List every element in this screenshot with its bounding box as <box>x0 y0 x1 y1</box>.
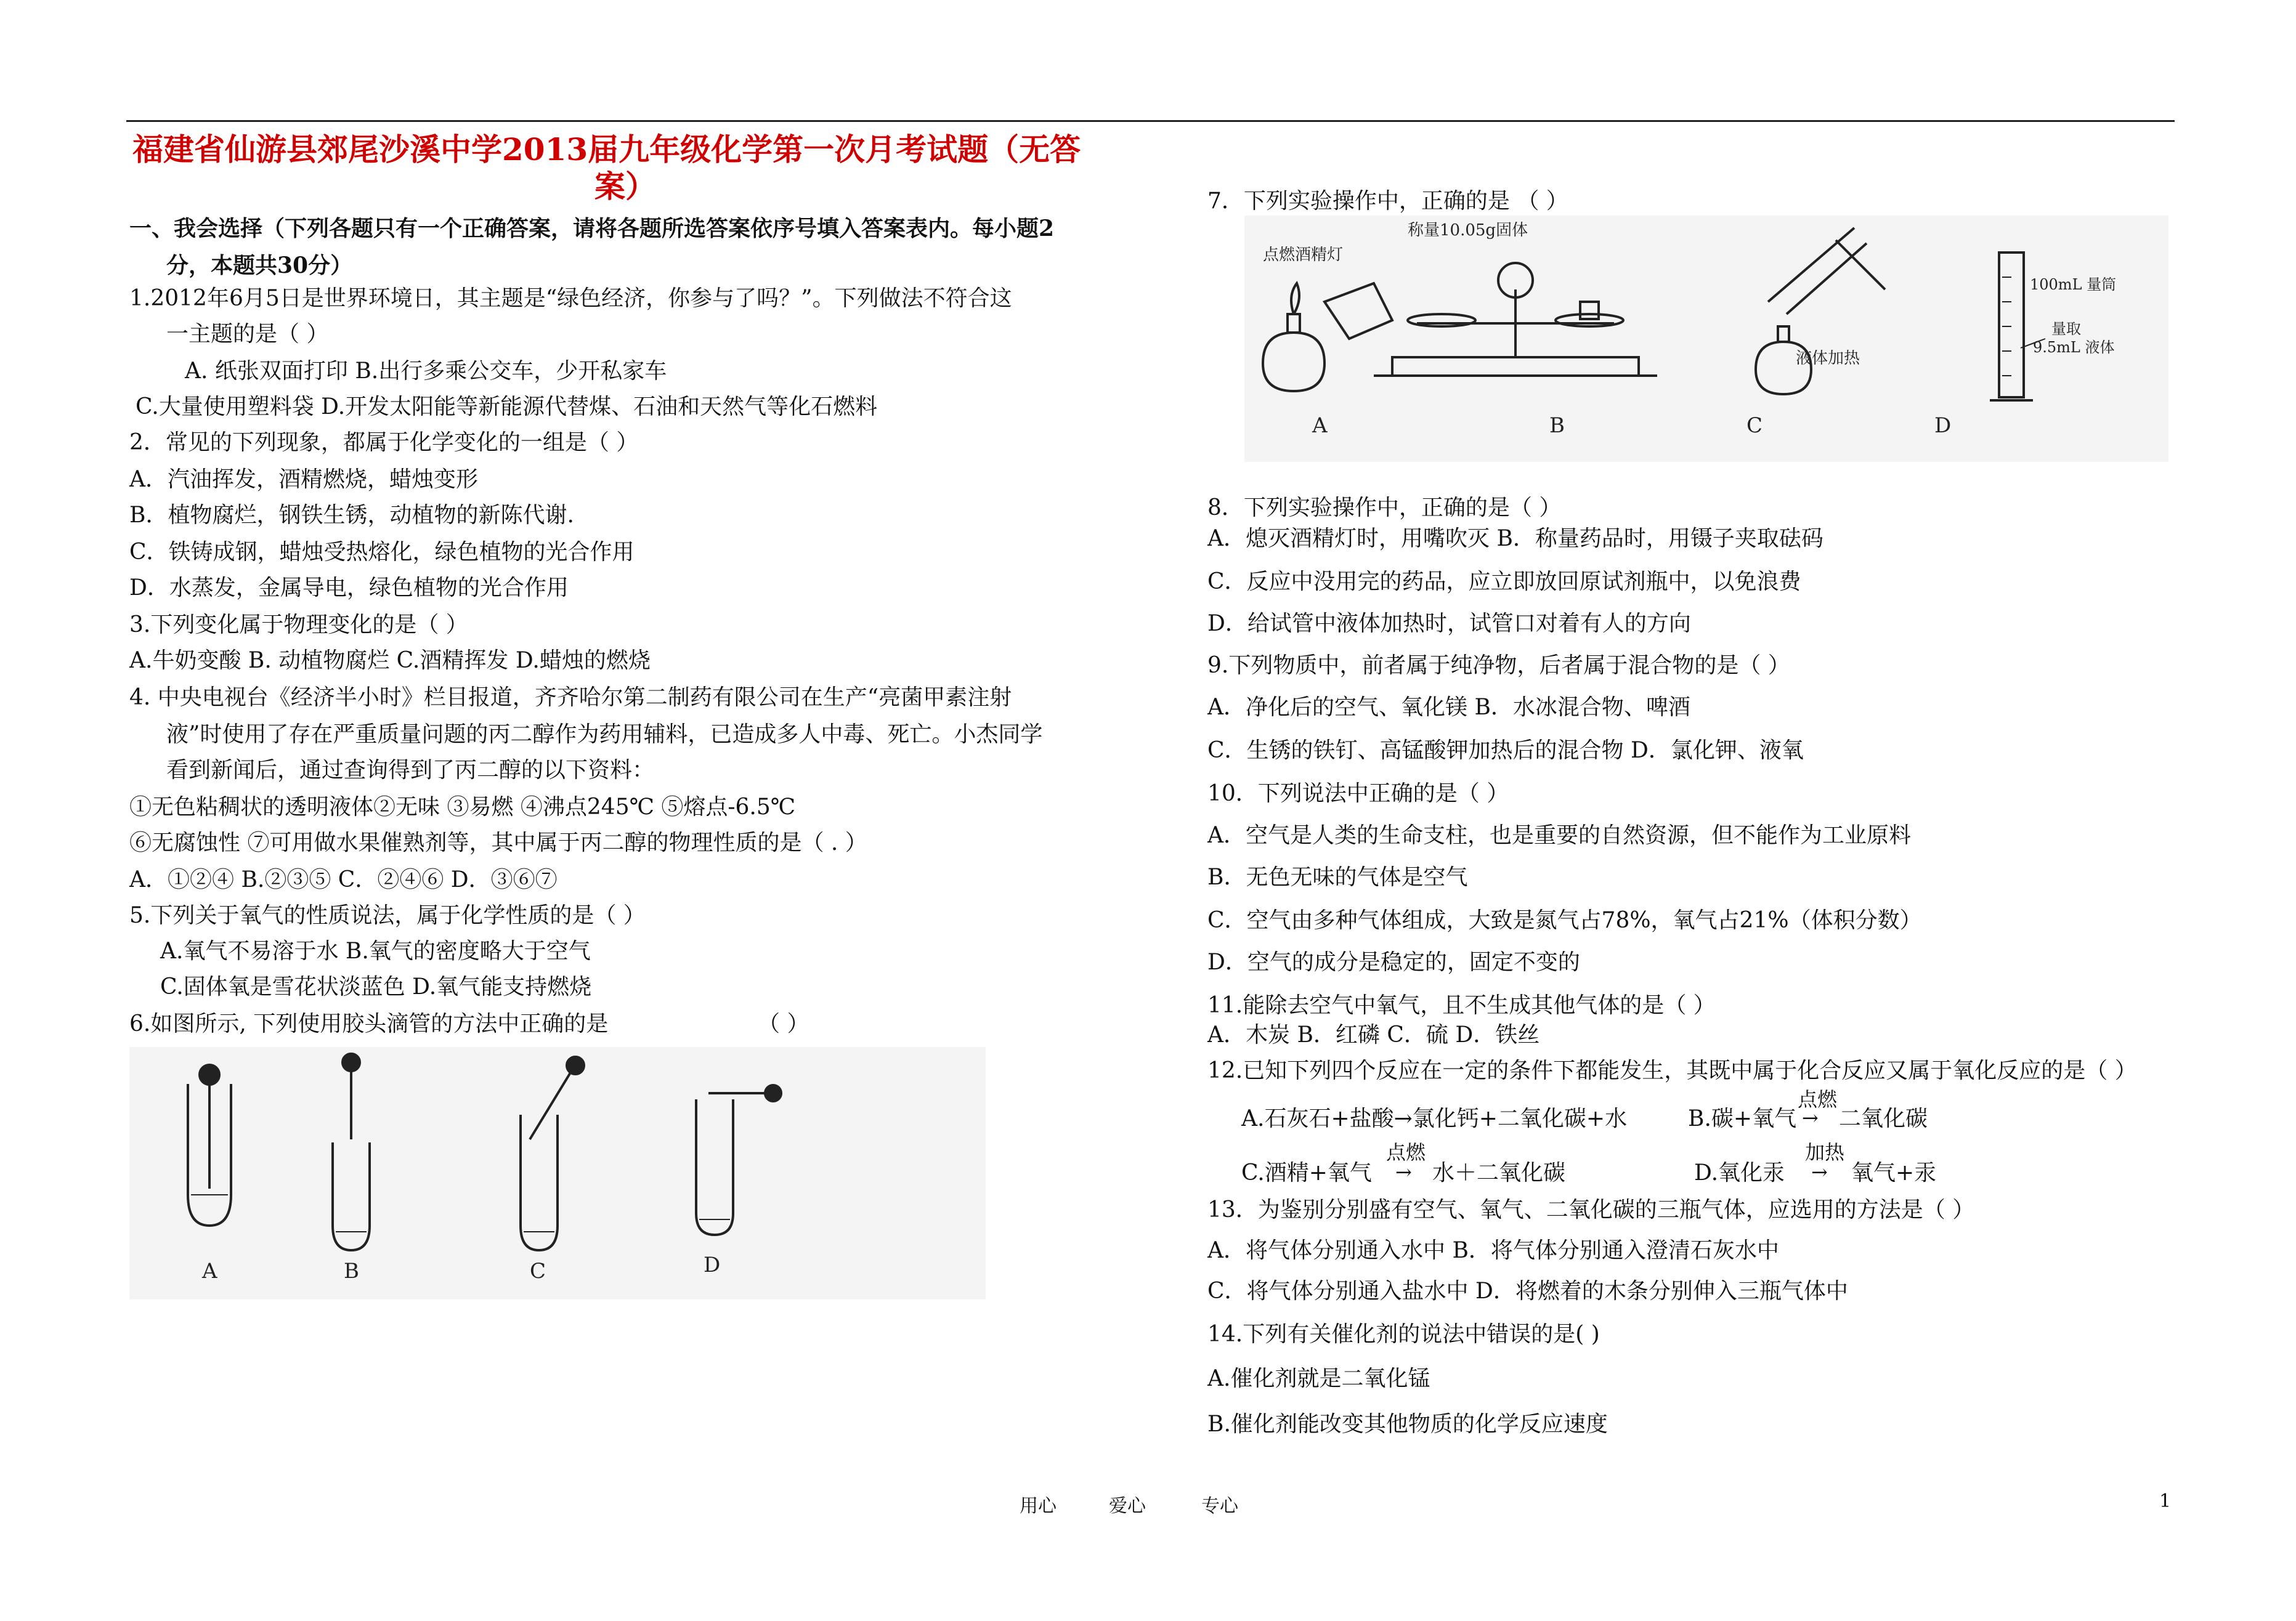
question-12-option-b-product: 二氧化碳 <box>1839 1106 1928 1131</box>
fig6-label-a: A <box>202 1259 217 1283</box>
dropper-figure <box>129 1047 986 1300</box>
question-12-option-d-reactants: D.氧化汞 <box>1694 1160 1785 1186</box>
question-6: 6.如图所示, 下列使用胶头滴管的方法中正确的是 <box>129 1011 609 1037</box>
question-4-cont: 液”时使用了存在严重质量问题的丙二醇作为药用辅料，已造成多人中毒、死亡。小杰同学 <box>166 722 1043 747</box>
question-9: 9.下列物质中，前者属于纯净物，后者属于混合物的是（ ） <box>1207 653 1790 678</box>
question-4-options: A．①②④ B.②③⑤ C．②④⑥ D．③⑥⑦ <box>129 867 558 892</box>
question-14: 14.下列有关催化剂的说法中错误的是( ) <box>1207 1322 1600 1347</box>
reaction-arrow-icon: → <box>1395 1160 1412 1184</box>
question-13: 13．为鉴别分别盛有空气、氧气、二氧化碳的三瓶气体，应选用的方法是（ ） <box>1207 1197 1975 1223</box>
question-13-options-ab: A．将气体分别通入水中 B．将气体分别通入澄清石灰水中 <box>1207 1238 1779 1263</box>
question-2: 2．常见的下列现象，都属于化学变化的一组是（ ） <box>129 430 639 455</box>
question-2-option-c: C．铁铸成钢，蜡烛受热熔化，绿色植物的光合作用 <box>129 540 635 565</box>
question-8-option-c: C．反应中没用完的药品，应立即放回原试剂瓶中，以免浪费 <box>1207 569 1801 594</box>
fig7-d-caption1: 100mL 量筒 <box>2030 276 2117 293</box>
question-11: 11.能除去空气中氧气，且不生成其他气体的是（ ） <box>1207 993 1716 1018</box>
question-14-option-b: B.催化剂能改变其他物质的化学反应速度 <box>1207 1412 1608 1437</box>
footer-text-left: 用心 <box>1020 1495 1057 1517</box>
question-4-cont2: 看到新闻后，通过查询得到了丙二醇的以下资料： <box>166 758 655 783</box>
fig7-label-c: C <box>1746 413 1763 438</box>
question-3: 3.下列变化属于物理变化的是（ ） <box>129 612 468 637</box>
question-10-option-c: C．空气由多种气体组成，大致是氮气占78%，氧气占21%（体积分数） <box>1207 908 1922 933</box>
question-2-option-b: B．植物腐烂，钢铁生锈，动植物的新陈代谢. <box>129 503 574 528</box>
page-number: 1 <box>2159 1490 2172 1512</box>
page-title-line2: 案） <box>594 168 656 204</box>
section-heading: 一、我会选择（下列各题只有一个正确答案，请将各题所选答案依序号填入答案表内。每小题2 <box>129 216 1055 241</box>
question-4: 4. 中央电视台《经济半小时》栏目报道，齐齐哈尔第二制药有限公司在生产“亮菌甲素注射 <box>129 685 1012 710</box>
question-13-options-cd: C．将气体分别通入盐水中 D．将燃着的木条分别伸入三瓶气体中 <box>1207 1279 1848 1304</box>
fig6-label-b: B <box>344 1259 359 1283</box>
fig7-d-caption2: 量取 <box>2051 320 2081 338</box>
question-12-option-c-reactants: C.酒精+氧气 <box>1241 1160 1372 1186</box>
section-heading-cont: 分，本题共30分） <box>166 253 353 278</box>
question-10: 10．下列说法中正确的是（ ） <box>1207 781 1509 806</box>
question-12-option-d-product: 氧气+汞 <box>1851 1160 1937 1186</box>
question-1-options-ab: A. 纸张双面打印 B.出行多乘公交车，少开私家车 <box>185 358 667 384</box>
lab-operations-figure <box>1244 216 2168 462</box>
question-4-facts2: ⑥无腐蚀性 ⑦可用做水果催熟剂等，其中属于丙二醇的物理性质的是（ . ） <box>129 830 867 855</box>
question-12-option-b-reactants: B.碳+氧气 <box>1688 1106 1797 1131</box>
question-1-cont: 一主题的是（ ） <box>166 321 329 347</box>
fig7-d-caption3: 9.5mL 液体 <box>2033 339 2115 356</box>
question-12-option-a: A.石灰石+盐酸→氯化钙+二氧化碳+水 <box>1241 1106 1628 1131</box>
fig7-label-d: D <box>1934 413 1952 438</box>
question-12-option-c-condition: 点燃 <box>1386 1141 1426 1164</box>
fig7-label-b: B <box>1549 413 1565 438</box>
question-14-option-a: A.催化剂就是二氧化锰 <box>1207 1366 1430 1391</box>
question-4-facts: ①无色粘稠状的透明液体②无味 ③易燃 ④沸点245℃ ⑤熔点-6.5℃ <box>129 794 796 820</box>
question-12-option-d-condition: 加热 <box>1805 1141 1845 1164</box>
question-12-option-c-product: 水＋二氧化碳 <box>1432 1160 1566 1186</box>
question-10-option-b: B．无色无味的气体是空气 <box>1207 865 1468 890</box>
question-7: 7．下列实验操作中，正确的是 （ ） <box>1207 188 1568 214</box>
question-2-option-d: D．水蒸发，金属导电，绿色植物的光合作用 <box>129 575 569 600</box>
header-rule <box>126 120 2175 122</box>
footer-text-right: 专心 <box>1201 1495 1238 1517</box>
fig7-label-a: A <box>1312 413 1328 438</box>
fig7-c-caption: 液体加热 <box>1796 349 1860 368</box>
question-9-options-ab: A．净化后的空气、氧化镁 B．水冰混合物、啤酒 <box>1207 695 1690 720</box>
question-10-option-d: D．空气的成分是稳定的，固定不变的 <box>1207 950 1580 975</box>
question-12-option-b-condition: 点燃 <box>1798 1088 1838 1111</box>
question-12: 12.已知下列四个反应在一定的条件下都能发生，其既中属于化合反应又属于氧化反应的是（ ） <box>1207 1058 2137 1083</box>
question-8-option-d: D．给试管中液体加热时，试管口对着有人的方向 <box>1207 611 1691 636</box>
question-1-options-cd: C.大量使用塑料袋 D.开发太阳能等新能源代替煤、石油和天然气等化石燃料 <box>136 394 878 419</box>
question-6-answer-paren: （ ） <box>758 1011 809 1037</box>
page-title-line1: 福建省仙游县郊尾沙溪中学2013届九年级化学第一次月考试题（无答 <box>132 131 1081 168</box>
footer-text-mid: 爱心 <box>1109 1495 1146 1517</box>
question-1: 1.2012年6月5日是世界环境日，其主题是“绿色经济，你参与了吗？”。下列做法不符合这 <box>129 286 1012 311</box>
question-8-options-ab: A．熄灭酒精灯时，用嘴吹灭 B．称量药品时，用镊子夹取砝码 <box>1207 526 1823 551</box>
fig6-label-c: C <box>530 1259 546 1283</box>
question-8: 8．下列实验操作中，正确的是（ ） <box>1207 495 1562 520</box>
question-10-option-a: A．空气是人类的生命支柱，也是重要的自然资源，但不能作为工业原料 <box>1207 823 1911 848</box>
fig7-a-caption: 点燃酒精灯 <box>1263 246 1344 264</box>
reaction-arrow-icon: → <box>1811 1160 1828 1184</box>
question-2-option-a: A．汽油挥发，酒精燃烧，蜡烛变形 <box>129 467 478 492</box>
question-5-options-ab: A.氧气不易溶于水 B.氧气的密度略大于空气 <box>160 939 591 964</box>
question-5-options-cd: C.固体氧是雪花状淡蓝色 D.氧气能支持燃烧 <box>160 974 592 1000</box>
fig6-label-d: D <box>704 1253 721 1277</box>
question-3-options: A.牛奶变酸 B. 动植物腐烂 C.酒精挥发 D.蜡烛的燃烧 <box>129 648 651 673</box>
question-11-options: A．木炭 B．红磷 C．硫 D．铁丝 <box>1207 1022 1540 1048</box>
question-5: 5.下列关于氧气的性质说法，属于化学性质的是（ ） <box>129 903 646 928</box>
reaction-arrow-icon: → <box>1802 1106 1819 1130</box>
fig7-b-caption: 称量10.05g固体 <box>1408 221 1528 240</box>
question-9-options-cd: C．生锈的铁钉、高锰酸钾加热后的混合物 D．氯化钾、液氧 <box>1207 738 1804 763</box>
